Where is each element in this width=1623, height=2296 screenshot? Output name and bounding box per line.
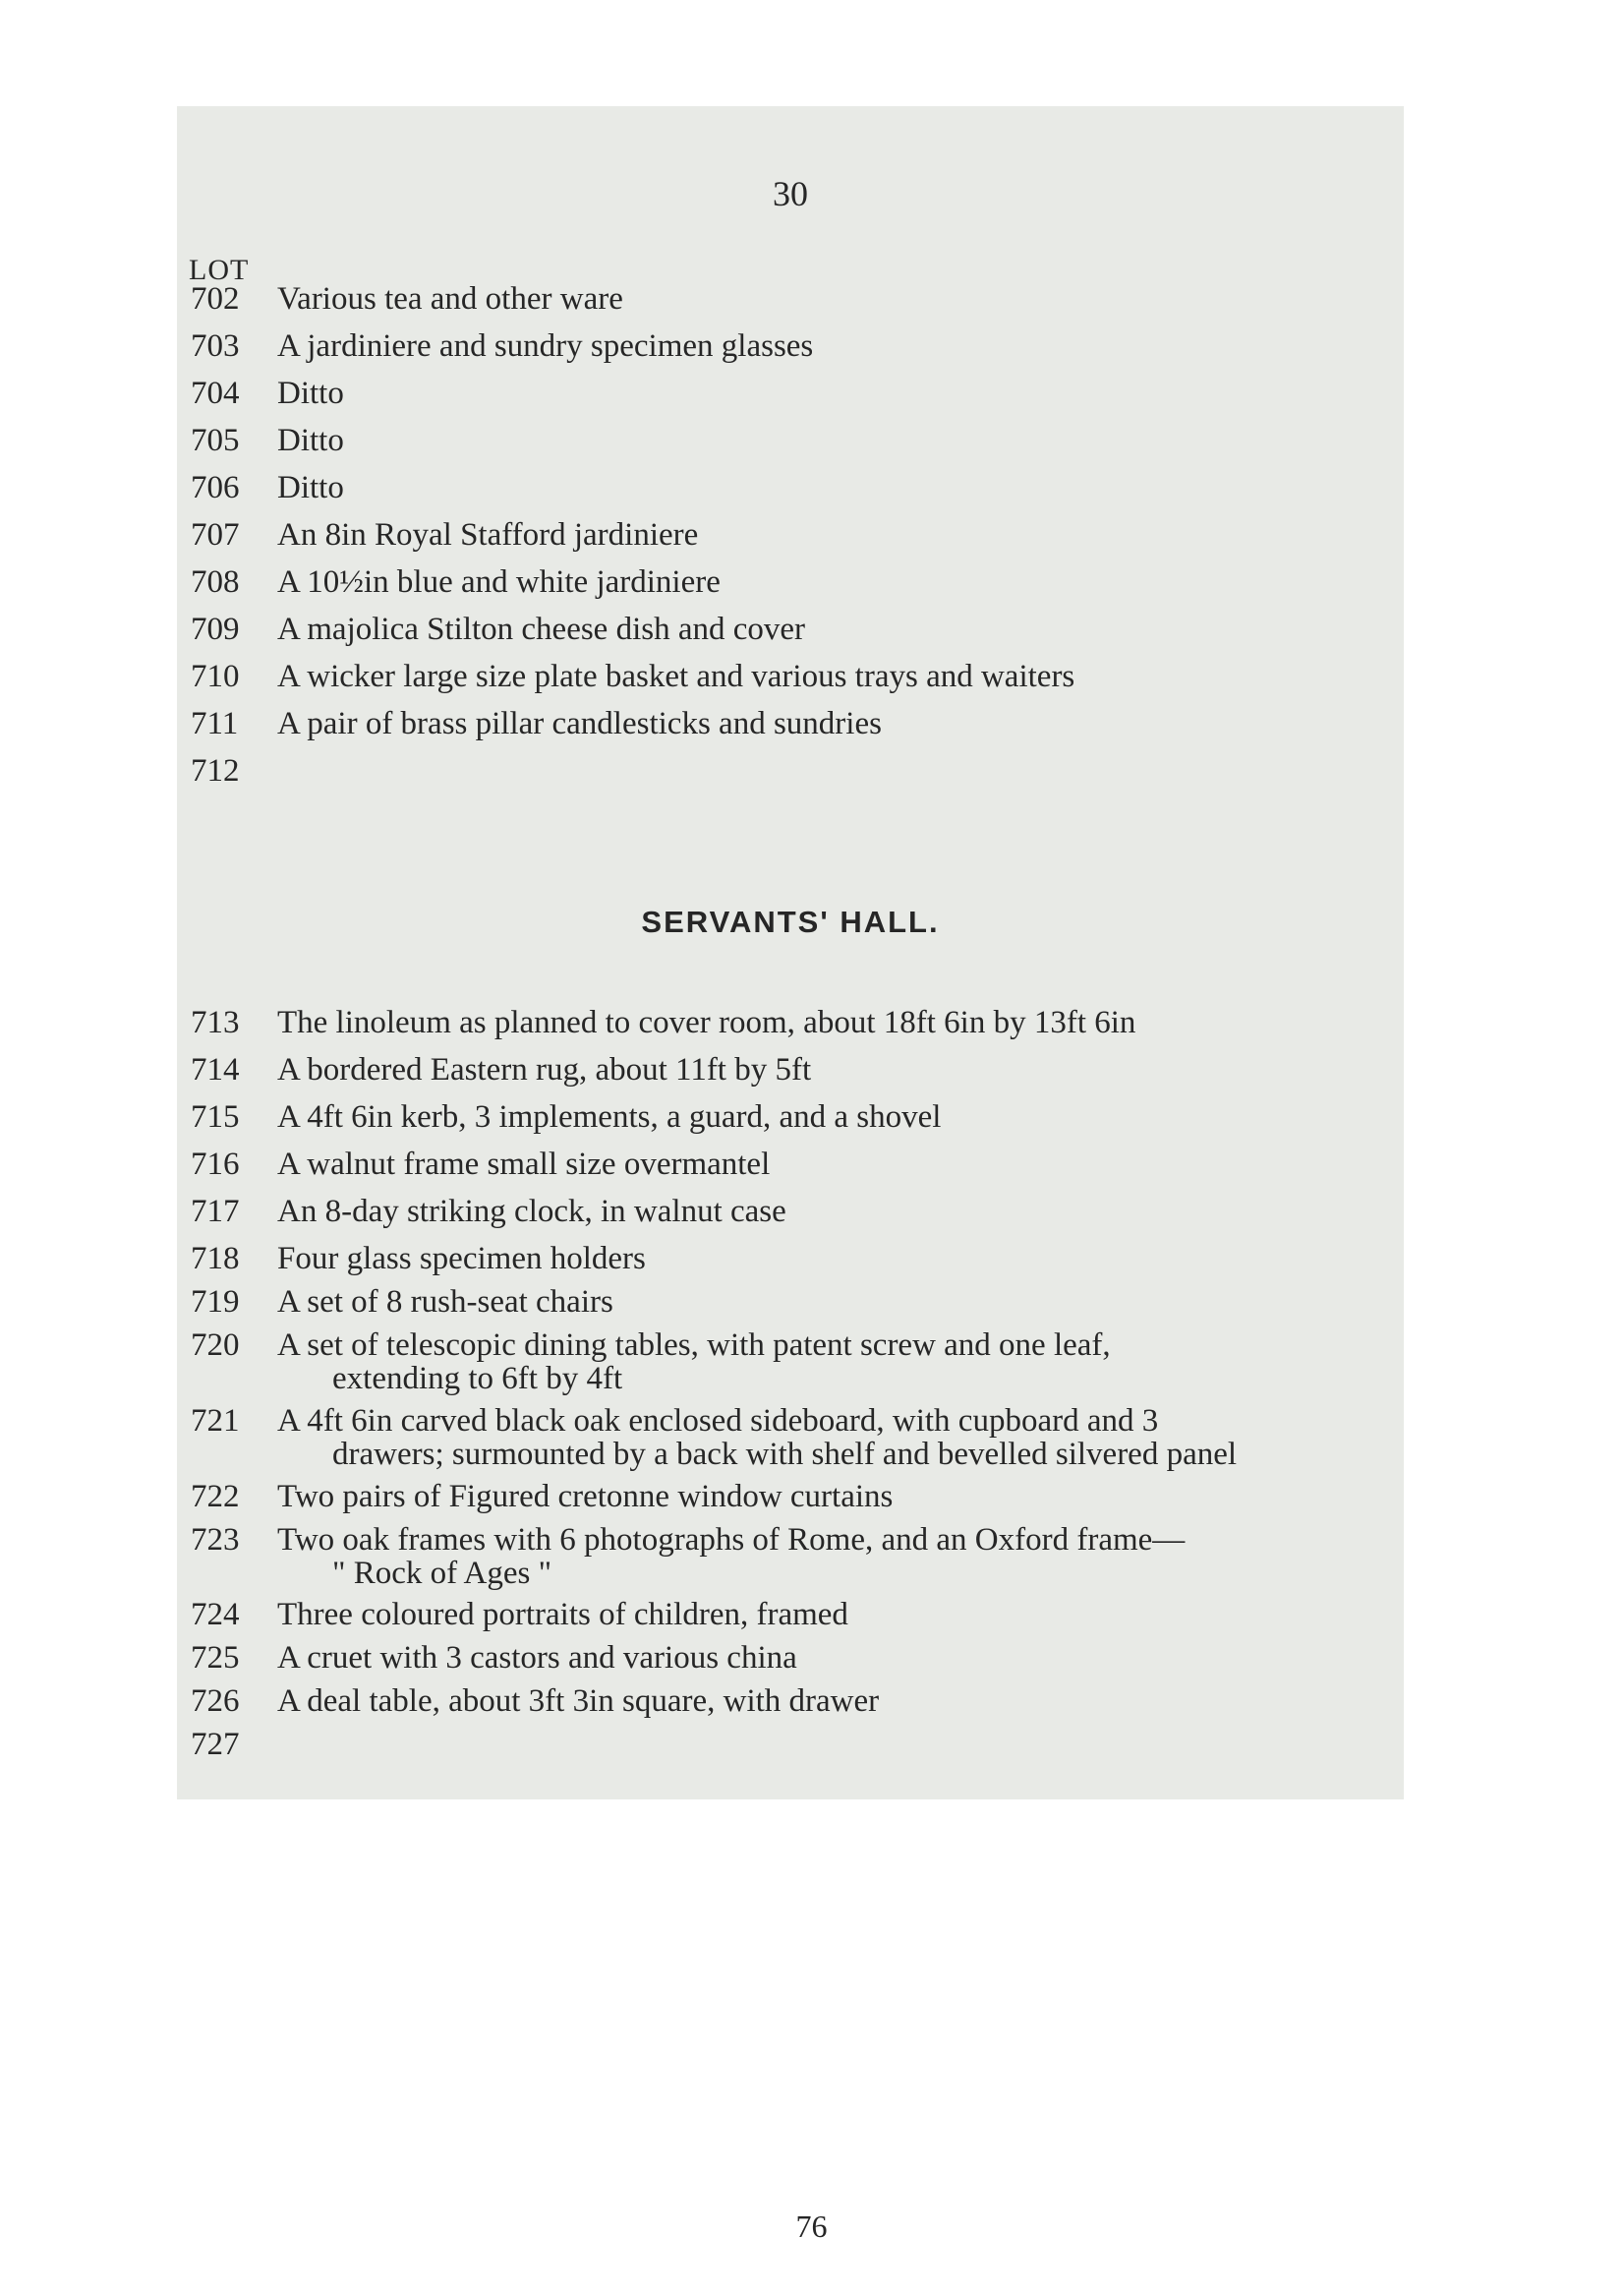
lot-number: 713 bbox=[191, 1005, 240, 1040]
lot-description-continued: " Rock of Ages " bbox=[332, 1556, 552, 1591]
lot-number: 711 bbox=[191, 706, 239, 741]
lot-number: 726 bbox=[191, 1683, 240, 1719]
lot-column-header: LOT bbox=[189, 254, 250, 286]
lot-number: 722 bbox=[191, 1479, 240, 1514]
lot-number: 709 bbox=[191, 612, 240, 647]
lot-description: Ditto bbox=[277, 423, 344, 458]
lot-number: 721 bbox=[191, 1403, 240, 1439]
lot-description-continued: drawers; surmounted by a back with shelf and bevelled silvered panel bbox=[332, 1437, 1238, 1472]
section-title: SERVANTS' HALL. bbox=[641, 905, 940, 939]
lot-description: A cruet with 3 castors and various china bbox=[277, 1640, 797, 1676]
lot-number: 707 bbox=[191, 517, 240, 553]
scanned-catalogue-page bbox=[177, 106, 1404, 1799]
lot-number: 703 bbox=[191, 328, 240, 364]
lot-number: 727 bbox=[191, 1727, 240, 1762]
lot-description: A 10½in blue and white jardiniere bbox=[277, 564, 721, 600]
lot-description: A deal table, about 3ft 3in square, with drawer bbox=[277, 1683, 880, 1719]
lot-number: 712 bbox=[191, 753, 240, 789]
lot-description: A 4ft 6in kerb, 3 implements, a guard, and a shovel bbox=[277, 1099, 942, 1135]
lot-description: The linoleum as planned to cover room, about 18ft 6in by 13ft 6in bbox=[277, 1005, 1136, 1040]
lot-description: A set of telescopic dining tables, with patent screw and one leaf, bbox=[277, 1327, 1111, 1363]
lot-number: 705 bbox=[191, 423, 240, 458]
lot-number: 704 bbox=[191, 376, 240, 411]
lot-number: 702 bbox=[191, 281, 240, 317]
lot-description: A wicker large size plate basket and various trays and waiters bbox=[277, 659, 1075, 694]
lot-description: An 8-day striking clock, in walnut case bbox=[277, 1194, 786, 1229]
lot-description-continued: extending to 6ft by 4ft bbox=[332, 1361, 623, 1396]
lot-number: 723 bbox=[191, 1522, 240, 1558]
lot-description: Two oak frames with 6 photographs of Rome, and an Oxford frame— bbox=[277, 1522, 1186, 1558]
lot-description: A majolica Stilton cheese dish and cover bbox=[277, 612, 806, 647]
lot-description: A bordered Eastern rug, about 11ft by 5ft bbox=[277, 1052, 812, 1088]
lot-number: 717 bbox=[191, 1194, 240, 1229]
lot-description: A set of 8 rush-seat chairs bbox=[277, 1284, 613, 1320]
lot-description: A 4ft 6in carved black oak enclosed sideboard, with cupboard and 3 bbox=[277, 1403, 1159, 1439]
lot-number: 708 bbox=[191, 564, 240, 600]
lot-number: 706 bbox=[191, 470, 240, 505]
lot-number: 720 bbox=[191, 1327, 240, 1363]
lot-description: Ditto bbox=[277, 470, 344, 505]
catalogue-page-number: 30 bbox=[773, 174, 808, 213]
lot-description: Three coloured portraits of children, framed bbox=[277, 1597, 848, 1632]
lot-description: A pair of brass pillar candlesticks and sundries bbox=[277, 706, 882, 741]
lot-description: Two pairs of Figured cretonne window curtains bbox=[277, 1479, 894, 1514]
lot-number: 724 bbox=[191, 1597, 240, 1632]
lot-number: 725 bbox=[191, 1640, 240, 1676]
lot-number: 718 bbox=[191, 1241, 240, 1276]
lot-number: 710 bbox=[191, 659, 240, 694]
lot-number: 715 bbox=[191, 1099, 240, 1135]
lot-description: Various tea and other ware bbox=[277, 281, 623, 317]
lot-description: Four glass specimen holders bbox=[277, 1241, 646, 1276]
lot-number: 719 bbox=[191, 1284, 240, 1320]
lot-description: A jardiniere and sundry specimen glasses bbox=[277, 328, 814, 364]
lot-description: An 8in Royal Stafford jardiniere bbox=[277, 517, 699, 553]
lot-description: A walnut frame small size overmantel bbox=[277, 1147, 771, 1182]
footer-page-number: 76 bbox=[795, 2208, 828, 2244]
lot-number: 714 bbox=[191, 1052, 240, 1088]
lot-number: 716 bbox=[191, 1147, 240, 1182]
lot-description: Ditto bbox=[277, 376, 344, 411]
